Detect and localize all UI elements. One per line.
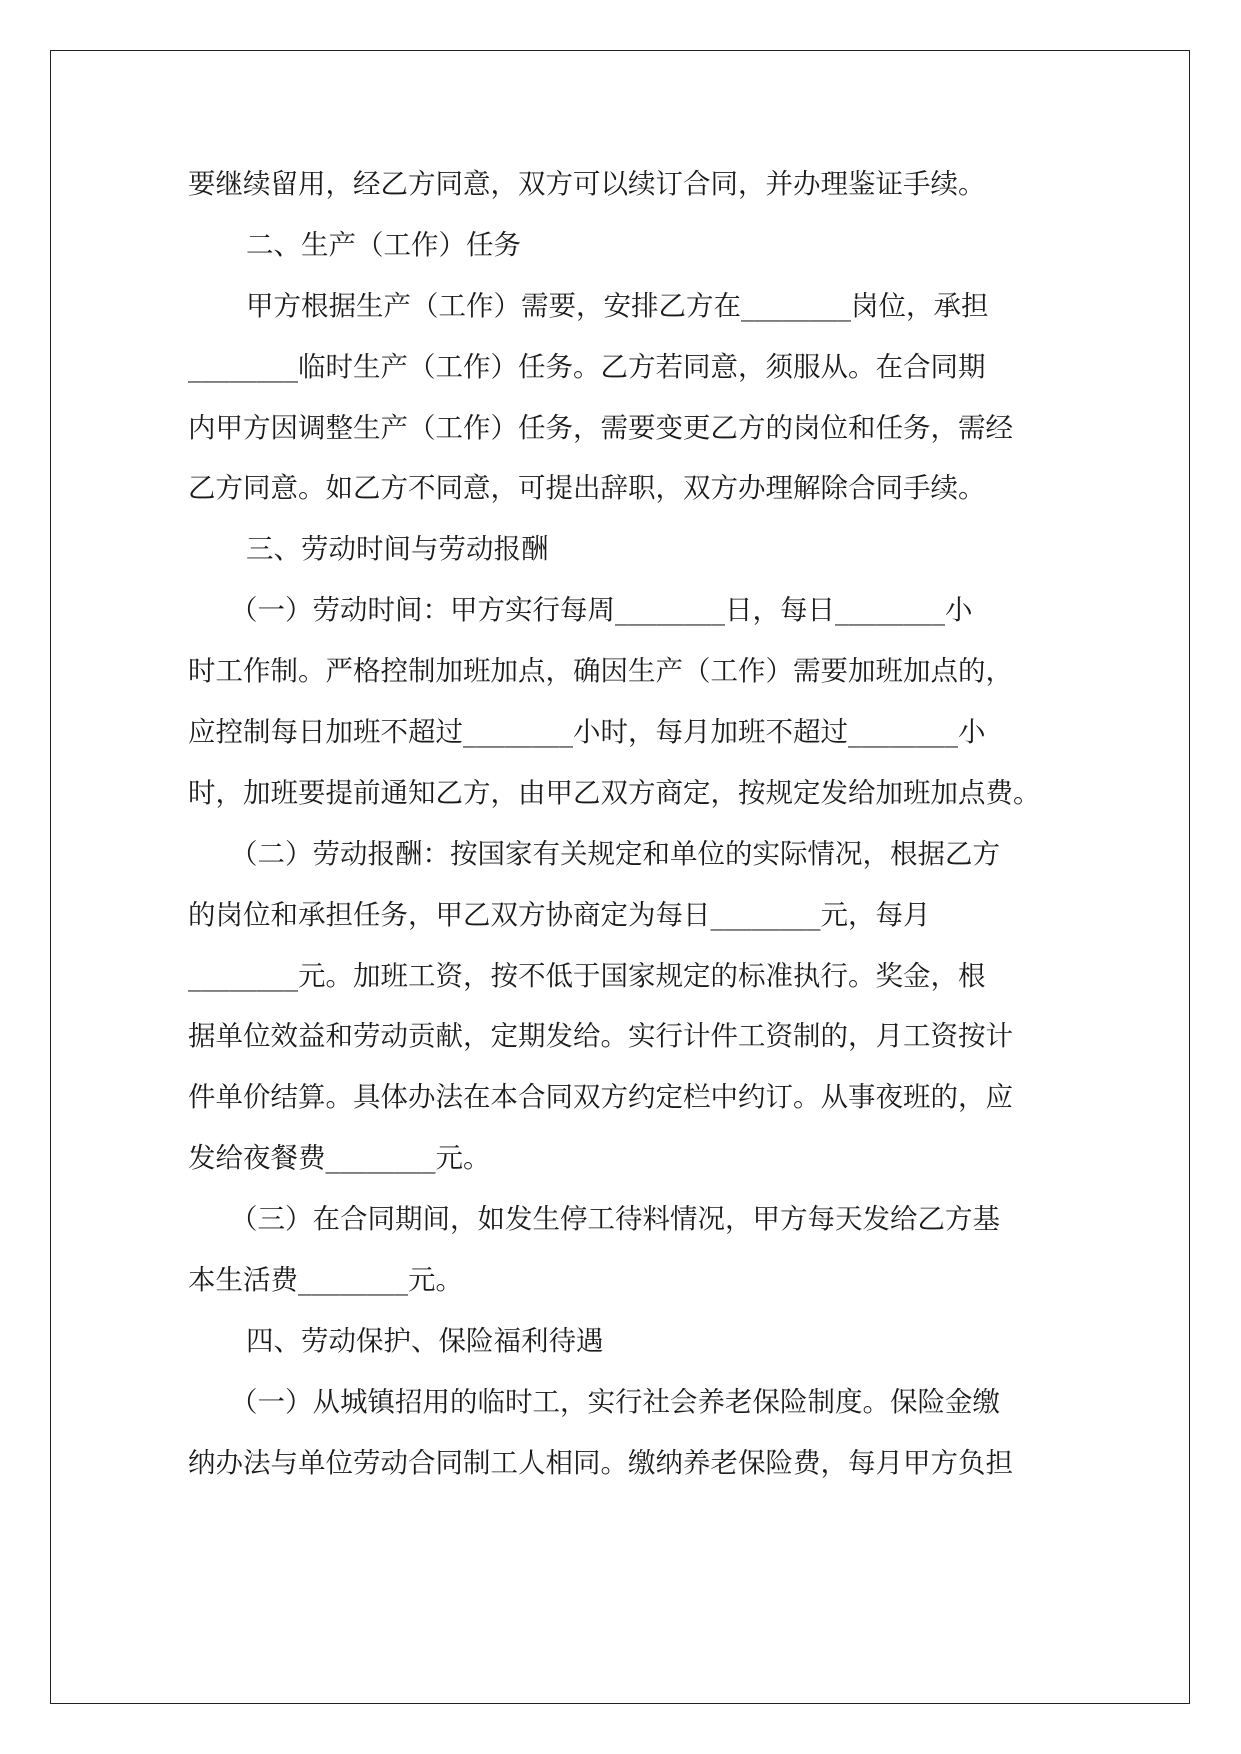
text-line: ________临时生产（工作）任务。乙方若同意，须服从。在合同期 (188, 350, 986, 383)
section-heading: 四、劳动保护、保险福利待遇 (246, 1324, 604, 1357)
section-heading: 三、劳动时间与劳动报酬 (246, 533, 549, 566)
text-line: 的岗位和承担任务，甲乙双方协商定为每日________元，每月 (188, 898, 931, 931)
text-line: 件单价结算。具体办法在本合同双方约定栏中约订。从事夜班的，应 (188, 1081, 1013, 1114)
text-line: 本生活费________元。 (188, 1264, 463, 1297)
text-line: 要继续留用，经乙方同意，双方可以续订合同，并办理鉴证手续。 (188, 168, 986, 200)
text-line: 纳办法与单位劳动合同制工人相同。缴纳养老保险费，每月甲方负担 (188, 1446, 1013, 1479)
text-line: 内甲方因调整生产（工作）任务，需要变更乙方的岗位和任务，需经 (188, 411, 1013, 444)
subsection-line: （一）从城镇招用的临时工，实行社会养老保险制度。保险金缴 (230, 1385, 1000, 1418)
subsection-line: （二）劳动报酬：按国家有关规定和单位的实际情况，根据乙方 (230, 837, 1000, 870)
document-body (188, 154, 1058, 1494)
text-line: 时工作制。严格控制加班加点，确因生产（工作）需要加班加点的， (188, 655, 1013, 688)
subsection-line: （三）在合同期间，如发生停工待料情况，甲方每天发给乙方基 (230, 1203, 1000, 1236)
text-line: 发给夜餐费________元。 (188, 1142, 491, 1175)
text-line: 时，加班要提前通知乙方，由甲乙双方商定，按规定发给加班加点费。 (188, 776, 1041, 809)
subsection-line: （一）劳动时间：甲方实行每周________日，每日________小 (230, 594, 973, 627)
text-line: ________元。加班工资，按不低于国家规定的标准执行。奖金，根 (188, 959, 986, 992)
section-heading: 二、生产（工作）任务 (246, 228, 521, 261)
text-line: 应控制每日加班不超过________小时，每月加班不超过________小 (188, 716, 986, 749)
text-line: 据单位效益和劳动贡献，定期发给。实行计件工资制的，月工资按计 (188, 1020, 1013, 1053)
paragraph-line: 甲方根据生产（工作）需要，安排乙方在________岗位，承担 (246, 289, 989, 322)
text-line: 乙方同意。如乙方不同意，可提出辞职，双方办理解除合同手续。 (188, 472, 986, 505)
